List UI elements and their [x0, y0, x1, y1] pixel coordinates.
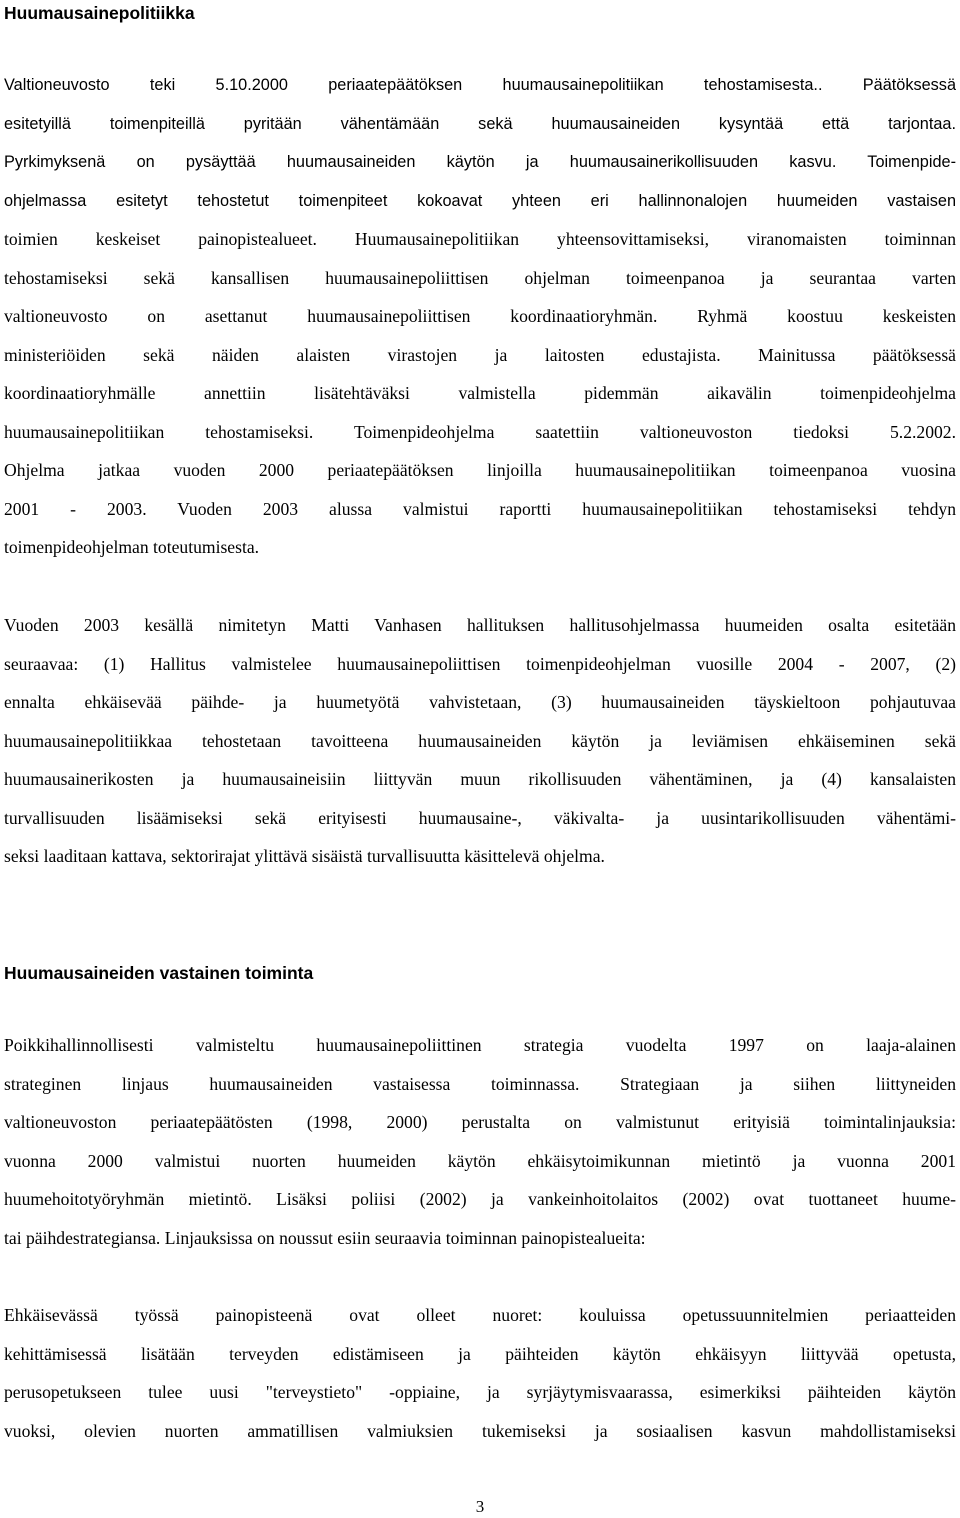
- text-line: seuraavaa: (1) Hallitus valmistelee huumausainepoliittisen toimenpideohjelman vuosille 2004 - 2007, (2): [4, 653, 956, 674]
- text-line: Vuoden 2003 kesällä nimitetyn Matti Vanhasen hallituksen hallitusohjelmassa huumeiden osalta esitetään: [4, 615, 956, 635]
- text-line: toimenpideohjelman toteutumisesta.: [4, 537, 260, 557]
- text-line: valtioneuvosto on asettanut huumausainepoliittisen koordinaatioryhmän. Ryhmä koostuu keskeisten: [4, 306, 956, 326]
- text-line: seksi laaditaan kattava, sektorirajat ylittävä sisäistä turvallisuutta käsittelevä ohjelma.: [4, 846, 605, 866]
- text-line: Ehkäisevässä työssä painopisteenä ovat olleet nuoret: kouluissa opetussuunnitelmien periaatteiden: [4, 1305, 956, 1325]
- text-line: ohjelmassa esitetyt tehostetut toimenpiteet kokoavat yhteen eri hallinnonalojen huumeiden vastaisen: [4, 191, 956, 210]
- text-line: ennalta ehkäisevää päihde- ja huumetyötä vahvistetaan, (3) huumausaineiden täyskieltoon pohjautuvaa: [4, 692, 956, 712]
- text-line: esitetyillä toimenpiteillä pyritään vähentämään sekä huumausaineiden kysyntää että tarjontaa.: [4, 114, 956, 133]
- text-line: 2001 - 2003. Vuoden 2003 alussa valmistui raportti huumausainepolitiikan tehostamiseksi tehdyn: [4, 498, 956, 519]
- text-line: [4, 149, 956, 188]
- section-heading-vastainen-toiminta: Huumausaineiden vastainen toiminta: [4, 963, 314, 983]
- text-line: huumausainepolitiikkaa tehostetaan tavoitteena huumausaineiden käytön ja leviämisen ehkäiseminen sekä: [4, 730, 956, 751]
- paragraph-hallitusohjelma: [4, 612, 956, 882]
- text-line: valtioneuvoston periaatepäätösten (1998, 2000) perustalta on valmistunut erityisiä toimintalinjauksia:: [4, 1112, 956, 1132]
- text-line: strateginen linjaus huumausaineiden vastaisessa toiminnassa. Strategiaan ja siihen liittyneiden: [4, 1073, 956, 1094]
- text-line: tai päihdestrategiansa. Linjauksissa on noussut esiin seuraavia toiminnan painopistealueita:: [4, 1227, 646, 1248]
- text-line: vuoksi, olevien nuorten ammatillisen valmiuksien tukemiseksi ja sosiaalisen kasvun mahdollistamiseksi: [4, 1420, 956, 1441]
- text-line: toimien keskeiset painopistealueet. Huumausainepolitiikan yhteensovittamiseksi, viranomaisten toiminnan: [4, 229, 956, 249]
- text-line: Ohjelma jatkaa vuoden 2000 periaatepäätöksen linjoilla huumausainepolitiikan toimeenpanoa vuosina: [4, 460, 956, 480]
- text-segment: Pyrkimyksenä on pysäyttää huumausaineiden käytön ja huumausainerikollisuuden kasvu. Toimenpide-: [4, 153, 956, 171]
- paragraph-ehkaiseva-tyo: [4, 1302, 956, 1456]
- text-line: tehostamiseksi sekä kansallisen huumausainepoliittisen ohjelman toimeenpanoa ja seurantaa varten: [4, 267, 956, 288]
- text-line: huumausainerikosten ja huumausaineisiin liittyvän muun rikollisuuden vähentäminen, ja (4) kansalaisten: [4, 769, 956, 789]
- section-heading-huumausainepolitiikka: Huumausainepolitiikka: [4, 3, 195, 23]
- text-line: kehittämisessä lisätään terveyden edistämiseen ja päihteiden käytön ehkäisyyn liittyvää opetusta,: [4, 1343, 956, 1364]
- text-line: vuonna 2000 valmistui nuorten huumeiden käytön ehkäisytoimikunnan mietintö ja vuonna 2001: [4, 1150, 956, 1171]
- text-line: huumehoitotyöryhmän mietintö. Lisäksi poliisi (2002) ja vankeinhoitolaitos (2002) ovat tuottaneet huume-: [4, 1189, 956, 1209]
- page-number: 3: [475, 1497, 485, 1516]
- text-line: Poikkihallinnollisesti valmisteltu huumausainepoliittinen strategia vuodelta 1997 on laaja-alainen: [4, 1035, 956, 1055]
- text-line: ministeriöiden sekä näiden alaisten virastojen ja laitosten edustajista. Mainitussa päätöksessä: [4, 344, 956, 365]
- text-line: Valtioneuvosto teki 5.10.2000 periaatepäätöksen huumausainepolitiikan tehostamisesta.. Päätöksessä: [4, 76, 956, 94]
- text-line: turvallisuuden lisäämiseksi sekä erityisesti huumausaine-, väkivalta- ja uusintarikollisuuden vähentämi-: [4, 807, 956, 828]
- text-line: perusopetukseen tulee uusi "terveystieto" -oppiaine, ja syrjäytymisvaarassa, esimerkiksi päihteiden käytön: [4, 1382, 956, 1402]
- text-line: koordinaatioryhmälle annettiin lisätehtäväksi valmistella pidemmän aikavälin toimenpideohjelma: [4, 383, 956, 403]
- paragraph-strategia: [4, 1032, 956, 1263]
- text-line: huumausainepolitiikan tehostamiseksi. Toimenpideohjelma saatettiin valtioneuvoston tiedoksi 5.2.2002.: [4, 421, 956, 442]
- paragraph-valtioneuvosto: [4, 72, 956, 573]
